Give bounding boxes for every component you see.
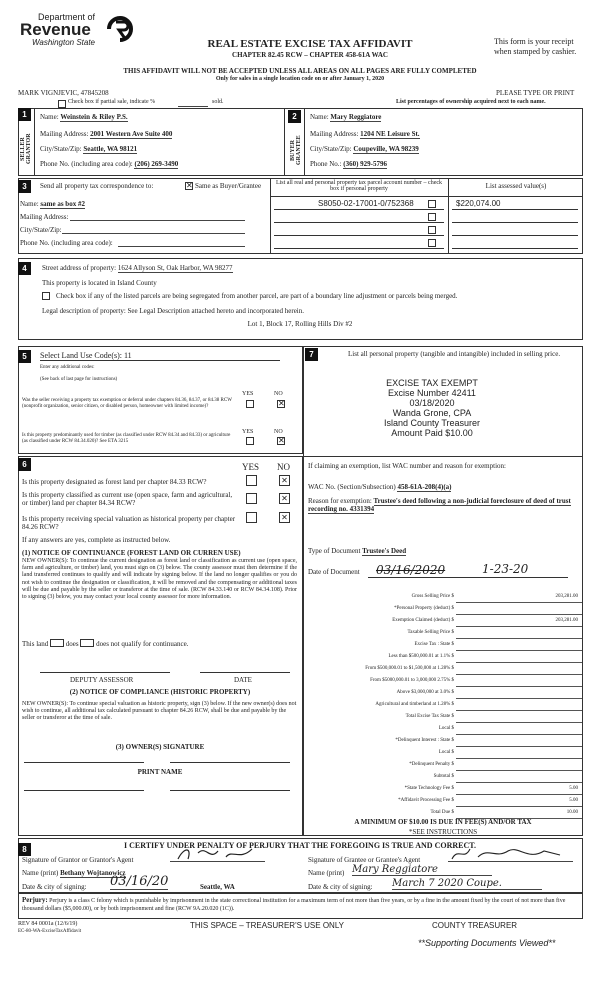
exempt-stamp [362, 378, 502, 438]
county-treasurer: COUNTY TREASURER [432, 921, 518, 930]
grantee-name[interactable]: Mary Reggiatore [352, 864, 492, 876]
section-1-number: 1 [18, 108, 31, 121]
s3-mail-label: Mailing Address: [20, 213, 69, 221]
s1-addr-label: Mailing Address: [40, 130, 89, 138]
s6-q2: Is this property classified as current use (open space, farm and agricultural, or timber) land per chapter 84.34 RCW? [22, 491, 233, 507]
buyer-phone[interactable]: (360) 929-5796 [343, 160, 387, 168]
parcel-personal-checkbox-1[interactable] [428, 200, 436, 208]
does-not-label: does not qualify for continuance. [96, 640, 189, 648]
tax-line-exemption: Exemption Claimed (deduct) $ 203,281.00 [304, 618, 582, 628]
see-instructions: *SEE INSTRUCTIONS [408, 828, 478, 836]
tax-line-processing-fee: *Affidavit Processing Fee $ 5.00 [304, 798, 582, 808]
s5-no-header: NO [274, 391, 283, 397]
partial-sale-label: Check box if partial sale, indicate % [68, 99, 156, 105]
tax-line-bracket4: Above $3,000,000 at 3.0% $ [304, 690, 582, 700]
stamp-line-3: 03/18/2020 [409, 398, 455, 408]
notice1-title: (1) NOTICE OF CONTINUANCE (FOREST LAND OR CURREN USE) [22, 549, 241, 557]
date-label: DATE [234, 676, 252, 684]
wac-label: WAC No. (Section/Subsection) [308, 483, 396, 491]
processing-fee-value[interactable]: 5.00 [569, 798, 578, 803]
tax-line-gross: Gross Selling Price $ 203,281.00 [304, 594, 582, 604]
buyer-address[interactable]: 1204 NE Leisure St. [360, 130, 420, 138]
same-as-buyer-checkbox[interactable]: ✕ [186, 181, 193, 190]
s6-q3-no[interactable]: ✕ [279, 512, 290, 523]
tax-line-interest-state: *Delinquent Interest : State $ [304, 738, 582, 748]
agency-line1: Department of [38, 12, 96, 22]
same-as-buyer-label: Same as Buyer/Grantee [195, 182, 262, 190]
wac-number[interactable]: 458-61A-208(4)(a) [397, 483, 452, 491]
grantee-name-label: Name (print) [308, 869, 345, 877]
see-back: (See back of last page for instructions) [40, 377, 118, 382]
print-name-label: PRINT NAME [137, 768, 183, 776]
form-title: REAL ESTATE EXCISE TAX AFFIDAVIT [207, 38, 413, 50]
lot-block: Lot 1, Block 17, Rolling Hills Div #2 [247, 320, 353, 328]
s6-if-yes: If any answers are yes, complete as instructed below. [22, 536, 171, 544]
does-not-checkbox[interactable] [80, 639, 94, 647]
form-number: REV 84 0001a (12/6/19) [18, 921, 78, 927]
segregated-checkbox[interactable] [42, 292, 50, 300]
partial-sale-checkbox[interactable] [58, 100, 66, 108]
notice1-body: NEW OWNER(S): To continue the current designation as forest land or classification as current use (open space, farm and agriculture, or timber) land, you must sign on (3) below. The county assessor must then determine if the land transferred continues to qualify and will indicate by signing below. If the land no longer qualifies or you do not wish to continue the designation or classification, it will be removed and the compensating or additional taxes will be due and payable by the seller or transferor at the time of sale. (RCW 84.33.140 or RCW 84.34.108). Prior to signing (3) below, you may contact your local county assessor for more information. [22, 558, 297, 601]
tax-line-bracket3: From $5000,000.01 to 3,000,000 2.75% $ [304, 678, 582, 688]
notice2-body: NEW OWNER(S): To continue special valuation as historic property, sign (3) below. If the new owner(s) does not wish to continue, all additional tax calculated pursuant to chapter 84.26 RCW, shall be due and payable by the seller or transferor at the time of sale. [22, 701, 297, 722]
s2-phone-label: Phone No.: [310, 160, 342, 168]
s5-q1: Was the seller receiving a property tax exemption or deferral under chapters 84.36, 84.37, or 84.38 RCW (nonprofit organization, senior citizen, or disabled person, homeowner with limited income)? [22, 398, 232, 409]
agency-line2: Revenue [20, 20, 91, 39]
s2-city-label: City/State/Zip: [310, 145, 352, 153]
doc-date-struck[interactable]: 03/16/2020 [376, 563, 446, 577]
does-label: does [65, 640, 79, 648]
tax-line-agricultural: Agricultural and timberland at 1.28% $ [304, 702, 582, 712]
grantee-signature[interactable] [448, 845, 573, 862]
tax-line-total-state: Total Excise Tax State $ [304, 714, 582, 724]
s6-q1-yes[interactable] [246, 475, 257, 486]
assessed-header: List assessed value(s) [485, 182, 547, 190]
grantor-signature[interactable] [170, 845, 265, 862]
tax-line-interest-local: Local $ [304, 750, 582, 760]
parcel-number[interactable]: S8050-02-17001-0/752368 [318, 199, 414, 208]
buyer-grantee-label: BUYER GRANTEE [290, 135, 302, 165]
section-7-number: 7 [305, 348, 318, 361]
seller-address[interactable]: 2001 Western Ave Suite 400 [90, 130, 173, 138]
grantor-name-label: Name (print) [22, 869, 59, 877]
correspondence-phone[interactable] [118, 246, 245, 247]
seller-grantor-label: SELLER GRANTOR [20, 133, 32, 165]
tax-line-penalty: *Delinquent Penalty $ [304, 762, 582, 772]
receipt-note-1: This form is your receipt [494, 37, 574, 46]
s2-name-label: Name: [310, 113, 329, 121]
reason-label: Reason for exemption: [308, 497, 372, 505]
parcel-personal-checkbox-3[interactable] [428, 226, 436, 234]
s5-yes-header: YES [242, 391, 254, 397]
exemption-value[interactable]: 203,281.00 [555, 618, 578, 623]
perjury-body: Perjury is a class C felony which is punishable by imprisonment in the state correctional institution for a maximum term of not more than five years, or by a fine in the amount fixed by the court of not more than five thousand dollars ($5,000.00), or by both imprisonment and fine (RCW 9A.20.020 (1C)). [22, 898, 566, 912]
s1-name-label: Name: [40, 113, 59, 121]
seller-city[interactable]: Seattle, WA 98121 [83, 145, 138, 153]
stamp-line-5: Island County Treasurer [383, 418, 481, 428]
legal-description: Legal description of property: See Legal Description attached hereto and incorporated herein. [42, 307, 305, 315]
land-use-code[interactable]: Select Land Use Code(s): 11 [40, 351, 132, 360]
correspondence-city[interactable] [62, 233, 245, 234]
grantor-city[interactable]: Seattle, WA [200, 883, 235, 891]
certify-statement: I CERTIFY UNDER PENALTY OF PERJURY THAT THE FOREGOING IS TRUE AND CORRECT. [123, 841, 476, 850]
tax-line-total-due: Total Due $ 10.00 [304, 810, 582, 820]
claim-exemption-label: If claiming an exemption, list WAC number and reason for exemption: [308, 462, 506, 470]
correspondence-name[interactable]: same as box #2 [40, 200, 85, 208]
tax-line-tech-fee: *State Technology Fee $ 5.00 [304, 786, 582, 796]
exemption-reason[interactable]: Trustee's deed following a non-judicial foreclosure of deed of trust recording no. 4331394 [308, 497, 571, 513]
partial-sale-percent[interactable] [178, 98, 208, 107]
s1-phone-label: Phone No. (including area code): [40, 160, 133, 168]
s6-q3-yes[interactable] [246, 512, 257, 523]
section-3-number: 3 [18, 180, 31, 193]
deputy-assessor-label: DEPUTY ASSESSOR [70, 676, 134, 684]
s5-q2-yes[interactable] [246, 437, 254, 445]
warning-sub: Only for sales in a single location code on or after January 1, 2020 [215, 76, 385, 82]
street-address[interactable]: 1624 Allyson St, Oak Harbor, WA 98277 [117, 264, 233, 272]
perjury-label: Perjury: [22, 896, 48, 904]
grantor-sig-label: Signature of Grantor or Grantor's Agent [22, 856, 134, 864]
s5-q1-yes[interactable] [246, 400, 254, 408]
s1-city-label: City/State/Zip: [40, 145, 82, 153]
perjury-text [22, 896, 578, 913]
street-label: Street address of property: [42, 264, 117, 272]
seller-phone[interactable]: (206) 269-3490 [134, 160, 179, 168]
grantor-name[interactable]: Bethany Wojtanowicz [60, 869, 126, 877]
gross-value[interactable]: 203,281.00 [555, 594, 578, 599]
sold-label: sold. [212, 99, 224, 105]
id-line: MARK VIGNJEVIC, 47845208 [18, 89, 109, 97]
grantee-sig-label: Signature of Grantee or Grantee's Agent [308, 856, 421, 864]
s2-addr-label: Mailing Address: [310, 130, 359, 138]
stamp-line-1: EXCISE TAX EXEMPT [386, 378, 478, 388]
supporting-docs: **Supporting Documents Viewed** [418, 938, 556, 948]
correspondence-label: Send all property tax correspondence to: [40, 182, 154, 190]
section-2-number: 2 [288, 110, 301, 123]
buyer-name[interactable]: Mary Reggiatore [330, 113, 382, 121]
stamp-line-6: Amount Paid $10.00 [391, 428, 473, 438]
section-4-number: 4 [18, 262, 31, 275]
stamp-line-4: Wanda Grone, CPA [392, 408, 472, 418]
tax-line-bracket1: Less than $500,000.01 at 1.1% $ [304, 654, 582, 664]
type-or-print: PLEASE TYPE OR PRINT [496, 89, 575, 97]
s5-no-header-2: NO [274, 429, 283, 435]
tax-line-personal: *Personal Property (deduct) $ [304, 606, 582, 616]
dor-logo [18, 12, 138, 46]
dor-emblem-icon [106, 14, 134, 44]
s6-q1-no[interactable]: ✕ [279, 475, 290, 486]
location-text: This property is located in Island County [42, 279, 157, 287]
seller-name[interactable]: Weinstein & Riley P.S. [60, 113, 128, 121]
grantor-date[interactable]: 03/16/20 [110, 874, 169, 889]
grantor-date-label: Date & city of signing: [22, 883, 87, 891]
s6-q1: Is this property designated as forest land per chapter 84.33 RCW? [22, 478, 207, 486]
additional-codes: Enter any additional codes: [40, 365, 95, 370]
s5-q1-no[interactable]: ✕ [278, 399, 285, 408]
grantee-date-label: Date & city of signing: [308, 883, 373, 891]
buyer-city[interactable]: Coupeville, WA 98239 [353, 145, 419, 153]
s5-q2: Is this property predominantly used for timber (as classified under RCW 84.34 and 84.33) or agriculture (as classified under RCW 84.34.020)? See ETA 3215 [22, 433, 231, 444]
parcel-personal-checkbox-4[interactable] [428, 239, 436, 247]
s5-q2-no[interactable]: ✕ [278, 436, 285, 445]
total-due-value[interactable]: 10.00 [566, 810, 578, 815]
form-subtitle: CHAPTER 82.45 RCW – CHAPTER 458-61A WAC [232, 51, 388, 59]
doc-type-label: Type of Document [308, 547, 361, 555]
section-8-number: 8 [18, 843, 31, 856]
stamp-line-2: Excise Number 42411 [388, 388, 476, 398]
section-5-number: 5 [18, 350, 31, 363]
s6-no-header: NO [277, 462, 290, 472]
s6-q3: Is this property receiving special valuation as historical property per chapter 84.26 RCW? [22, 515, 236, 531]
correspondence-address[interactable] [70, 220, 245, 221]
tax-line-bracket2: From $500,000.01 to $1,500,000 at 1.28% $ [304, 666, 582, 676]
parcel-personal-checkbox-2[interactable] [428, 213, 436, 221]
grantee-date[interactable]: March 7 2020 Coupe. [392, 878, 542, 890]
tax-line-subtotal: Subtotal $ [304, 774, 582, 784]
tax-line-state: Excise Tax : State $ [304, 642, 582, 652]
s6-yes-header: YES [242, 462, 260, 472]
does-checkbox[interactable] [50, 639, 64, 647]
s3-phone-label: Phone No. (including area code): [20, 239, 113, 247]
parcel-header: List all real and personal property tax parcel account number – check box if personal property [275, 180, 443, 192]
segregated-text: Check box if any of the listed parcels are being segregated from another parcel, are part of a boundary line adjustment or parcels being merged. [56, 292, 458, 300]
tax-line-taxable: Taxable Selling Price $ [304, 630, 582, 640]
this-land-label: This land [22, 640, 49, 648]
s3-city-label: City/State/Zip: [20, 226, 62, 234]
minimum-due: A MINIMUM OF $10.00 IS DUE IN FEE(S) AND/OR TAX [354, 818, 532, 826]
personal-property-label: List all personal property (tangible and intangible) included in selling price. [348, 350, 561, 358]
s6-q2-no[interactable]: ✕ [279, 493, 290, 504]
treasurer-use: THIS SPACE – TREASURER'S USE ONLY [190, 921, 345, 930]
receipt-note-2: when stamped by cashier. [494, 47, 577, 56]
owner-sig-label: (3) OWNER(S) SIGNATURE [115, 743, 205, 751]
s6-q2-yes[interactable] [246, 493, 257, 504]
notice2-title: (2) NOTICE OF COMPLIANCE (HISTORIC PROPERTY) [69, 688, 251, 696]
ownership-note: List percentages of ownership acquired next to each name. [396, 99, 546, 105]
section-6-number: 6 [18, 458, 31, 471]
form-number-2: EC-80-WA-ExciseTaxAffidavit [18, 929, 82, 934]
doc-date-label: Date of Document [308, 568, 360, 576]
doc-type[interactable]: Trustee's Deed [362, 547, 407, 555]
tech-fee-value[interactable]: 5.00 [569, 786, 578, 791]
tax-line-local: Local $ [304, 726, 582, 736]
agency-line3: Washington State [32, 38, 96, 47]
assessed-value[interactable]: $220,074.00 [456, 199, 501, 208]
s3-name-label: Name: [20, 200, 39, 208]
doc-date-handwritten[interactable]: 1-23-20 [482, 562, 529, 576]
s5-yes-header-2: YES [242, 429, 254, 435]
warning: THIS AFFIDAVIT WILL NOT BE ACCEPTED UNLESS ALL AREAS ON ALL PAGES ARE FULLY COMPLETED [123, 67, 477, 75]
